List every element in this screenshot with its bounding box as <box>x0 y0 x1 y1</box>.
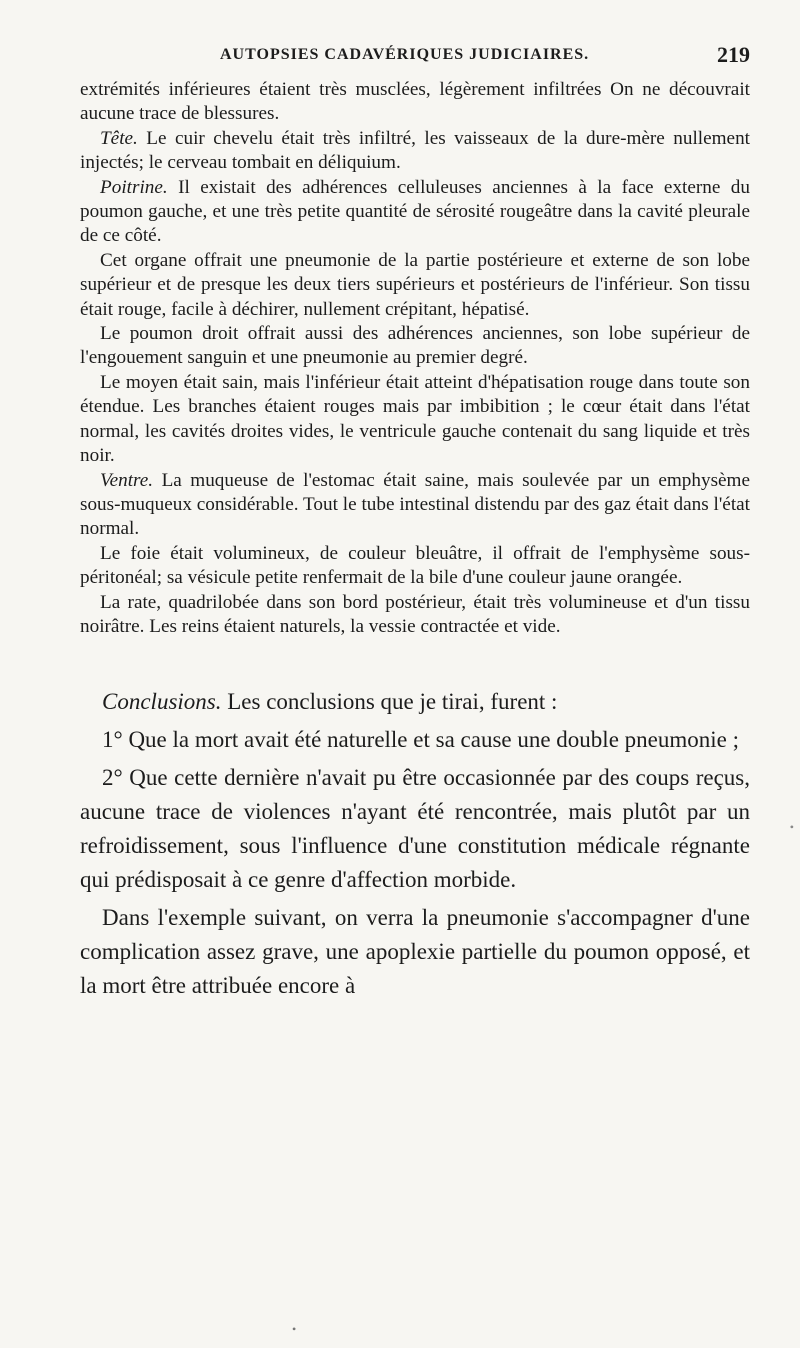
label-conclusions: Conclusions. <box>102 689 222 715</box>
paragraph-conclusions-intro <box>80 685 750 719</box>
paragraph-head <box>80 127 750 176</box>
page-header <box>80 42 750 72</box>
text-head: Le cuir chevelu était très infiltré, les vaisseaux de la dure-mère nullement injectés; le cerveau tombait en déliquium. <box>80 127 750 174</box>
conclusion-1: 1° Que la mort avait été naturelle et sa cause une double pneumonie ; <box>102 727 739 753</box>
text-chest: Il existait des adhérences celluleuses anciennes à la face externe du poumon gauche, et une très petite quantité de sérosité rougeâtre dans la cavité pleurale de ce côté. <box>80 176 750 247</box>
page-number: 219 <box>717 42 750 67</box>
paragraph-extremities: extrémités inférieures étaient très musclées, légèrement infiltrées On ne découvrait aucune trace de blessures. <box>80 79 750 125</box>
autopsy-report <box>80 78 750 639</box>
paragraph-next-example: Dans l'exemple suivant, on verra la pneumonie s'accompagner d'une complication assez grave, une apoplexie partielle du poumon opposé, et la mort être attribuée encore à <box>80 905 750 999</box>
paragraph-left-lung: Cet organe offrait une pneumonie de la partie postérieure et externe de son lobe supérieur et de presque les deux tiers supérieurs et postérieurs de l'inférieur. Son tissu était rouge, facile à déchirer, nullement crépitant, hépatisé. <box>80 249 750 320</box>
paragraph-right-lung: Le poumon droit offrait aussi des adhérences anciennes, son lobe supérieur de l'engouement sanguin et une pneumonie au premier degré. <box>80 323 750 369</box>
label-chest: Poitrine. <box>100 176 168 198</box>
paragraph-chest <box>80 176 750 249</box>
label-abdomen: Ventre. <box>100 469 154 491</box>
conclusions-section <box>80 685 750 1003</box>
text-abdomen: La muqueuse de l'estomac était saine, mais soulevée par un emphysème sous-muqueux considérable. Tout le tube intestinal distendu par des gaz était dans l'état normal. <box>80 469 750 540</box>
paragraph-liver: Le foie était volumineux, de couleur bleuâtre, il offrait de l'emphysème sous-péritonéal; sa vésicule petite renfermait de la bile d'une couleur jaune orangée. <box>80 542 750 589</box>
text-conclusions: Les conclusions que je tirai, furent : <box>221 689 558 715</box>
paragraph-middle-lobe: Le moyen était sain, mais l'inférieur était atteint d'hépatisation rouge dans toute son étendue. Les branches étaient rouges mais par imbibition ; le cœur était dans l'état normal, les cavités droites vides, le ventricule gauche contenait du sang liquide et très noir. <box>80 371 750 467</box>
paragraph-spleen: La rate, quadrilobée dans son bord postérieur, était très volumineuse et d'un tissu noirâtre. Les reins étaient naturels, la vessie contractée et vide. <box>80 591 750 637</box>
book-page <box>80 42 750 1007</box>
footer-mark: • <box>292 1322 297 1336</box>
margin-mark: • <box>789 820 794 834</box>
conclusion-2: 2° Que cette dernière n'avait pu être occasionnée par des coups reçus, aucune trace de violences n'ayant été rencontrée, mais plutôt par un refroidissement, sous l'influence d'une constitution médicale régnante qui prédisposait à ce genre d'affection morbide. <box>80 765 750 893</box>
running-head: AUTOPSIES CADAVÉRIQUES JUDICIAIRES. <box>220 46 590 63</box>
label-head: Tête. <box>100 127 138 149</box>
paragraph-abdomen <box>80 469 750 542</box>
